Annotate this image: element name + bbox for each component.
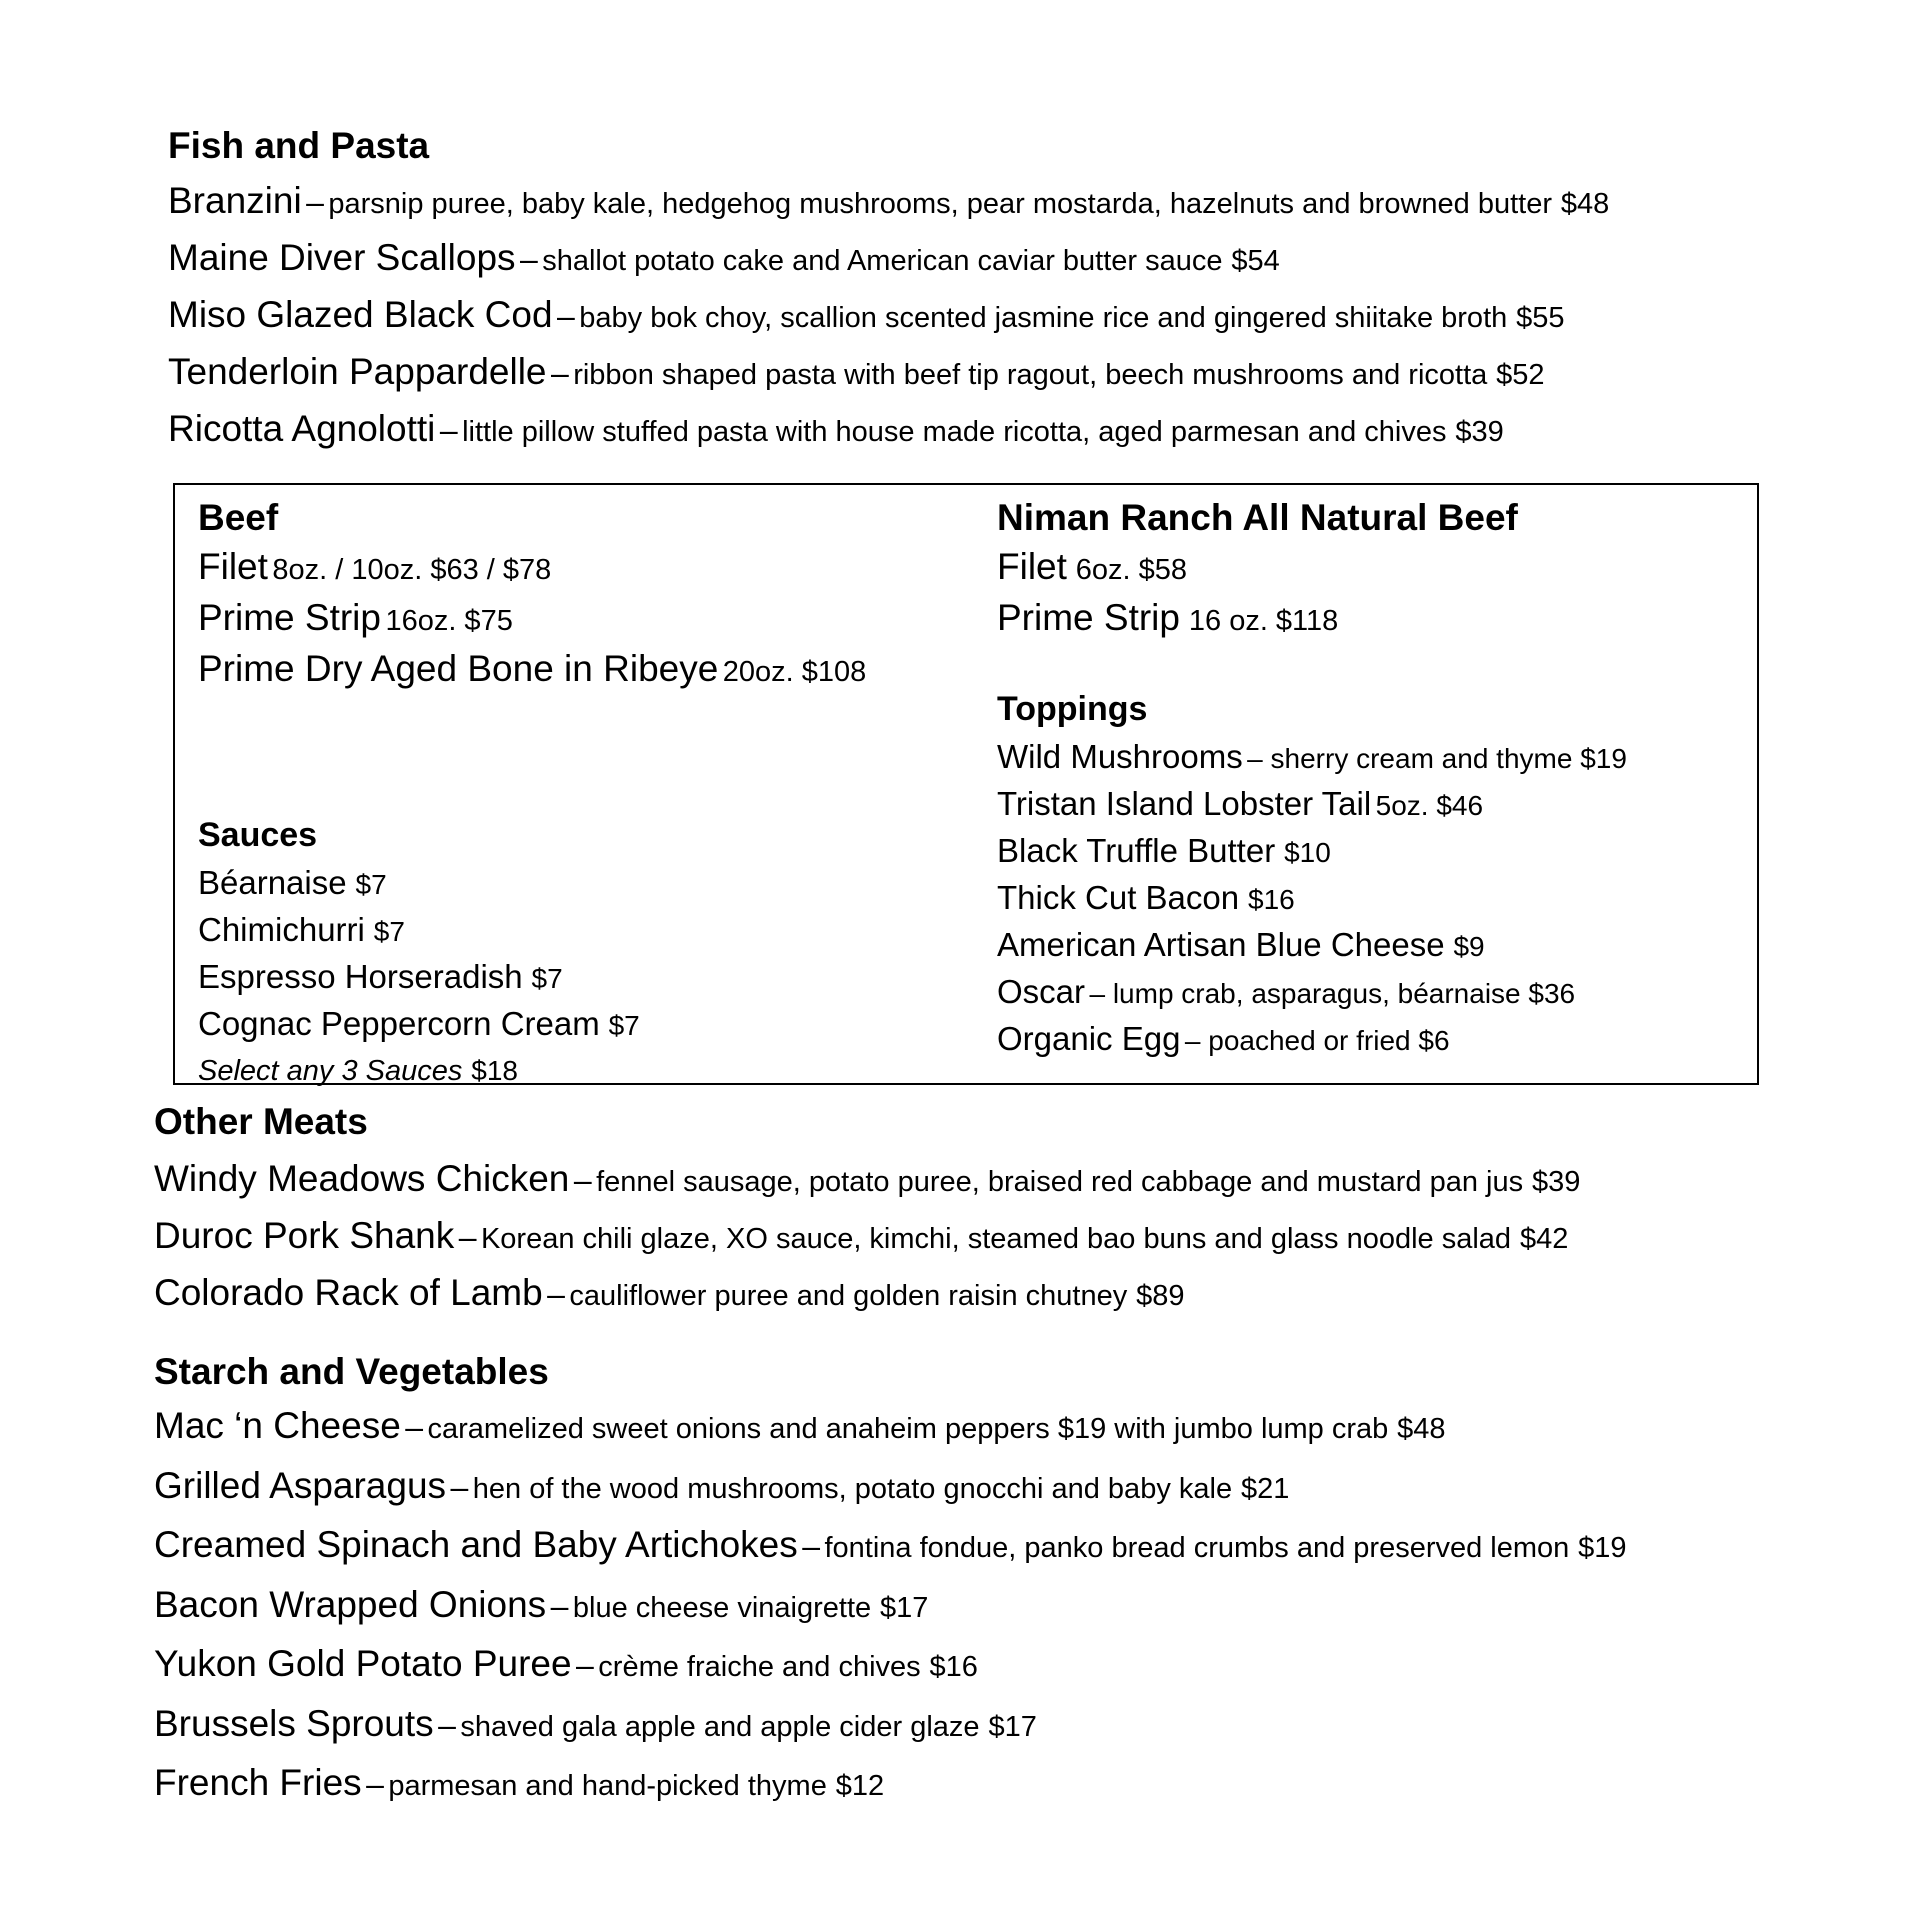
item-separator: – [519, 241, 538, 277]
item-description: shallot potato cake and American caviar butter sauce [542, 245, 1223, 277]
item-name: French Fries [154, 1762, 362, 1803]
menu-item-black-cod [168, 286, 1609, 343]
item-name: Yukon Gold Potato Puree [154, 1643, 572, 1684]
item-price: $7 [355, 869, 387, 900]
item-name: Prime Strip [997, 597, 1180, 638]
item-name: Thick Cut Bacon [997, 879, 1240, 916]
item-price: $54 [1231, 245, 1280, 277]
section-heading: Fish and Pasta [168, 125, 430, 166]
item-description: baby bok choy, scallion scented jasmine rice and gingered shiitake broth [579, 302, 1508, 334]
sauce-item [198, 859, 866, 906]
item-name: Prime Dry Aged Bone in Ribeye [198, 648, 719, 689]
item-name: Wild Mushrooms [997, 738, 1243, 775]
menu-item-bacon-onions [154, 1575, 1627, 1635]
menu-item-branzini [168, 172, 1609, 229]
item-name: Chimichurri [198, 911, 365, 948]
topping-item [997, 827, 1627, 874]
sauces-heading: Sauces [198, 816, 318, 854]
item-separator: – [450, 1468, 469, 1505]
menu-item-pork-shank [154, 1207, 1580, 1264]
item-separator: – [438, 1706, 456, 1743]
item-name: Windy Meadows Chicken [154, 1158, 570, 1199]
other-meats-section [154, 1100, 1580, 1321]
fish-pasta-section [168, 124, 1609, 457]
item-price: $39 [1455, 416, 1504, 448]
item-detail: 8oz. / 10oz. $63 / $78 [272, 554, 552, 586]
menu-item-potato-puree [154, 1634, 1627, 1694]
menu-item-creamed-spinach [154, 1515, 1627, 1575]
niman-heading: Niman Ranch All Natural Beef [997, 497, 1518, 538]
item-description: fennel sausage, potato puree, braised red cabbage and mustard pan jus [596, 1166, 1524, 1198]
menu-item-lamb [154, 1264, 1580, 1321]
beef-box [173, 483, 1759, 1085]
item-detail: $10 [1284, 837, 1331, 868]
item-name: Béarnaise [198, 864, 347, 901]
item-description: shaved gala apple and apple cider glaze [460, 1710, 980, 1743]
combo-label: Select any 3 Sauces [198, 1055, 463, 1087]
item-detail: $16 [1248, 884, 1295, 915]
item-price: $39 [1532, 1166, 1581, 1198]
sauce-combo [198, 1047, 866, 1094]
menu-item-agnolotti [168, 400, 1609, 457]
topping-item [997, 1015, 1627, 1062]
item-detail: 16 oz. $118 [1188, 605, 1339, 637]
item-separator: – [550, 355, 569, 391]
item-name: Creamed Spinach and Baby Artichokes [154, 1524, 798, 1565]
item-description: caramelized sweet onions and anaheim peppers $19 with jumbo lump crab [427, 1413, 1389, 1445]
item-name: Cognac Peppercorn Cream [198, 1005, 600, 1042]
section-heading: Starch and Vegetables [154, 1351, 549, 1392]
item-detail: $9 [1453, 931, 1485, 962]
item-price: $52 [1496, 359, 1545, 391]
beef-right-column [997, 495, 1627, 1062]
menu-item-mac-cheese [154, 1396, 1627, 1456]
item-price: $89 [1136, 1280, 1185, 1312]
item-name: Prime Strip [198, 597, 381, 638]
item-name: Colorado Rack of Lamb [154, 1272, 543, 1313]
item-name: Maine Diver Scallops [168, 237, 516, 278]
menu-item-chicken [154, 1150, 1580, 1207]
item-name: Ricotta Agnolotti [168, 408, 436, 449]
combo-price: $18 [471, 1055, 518, 1086]
item-separator: – [573, 1162, 592, 1198]
item-separator: – [576, 1647, 594, 1683]
item-separator: – [458, 1219, 477, 1255]
item-name: Tristan Island Lobster Tail [997, 785, 1372, 822]
topping-item [997, 874, 1627, 921]
item-name: Branzini [168, 180, 302, 221]
beef-item [198, 643, 866, 694]
item-price: $12 [835, 1770, 885, 1802]
item-price: $21 [1240, 1472, 1290, 1505]
menu-item-asparagus [154, 1456, 1627, 1516]
item-separator: – [439, 412, 458, 448]
item-price: $48 [1560, 188, 1610, 220]
item-description: parmesan and hand-picked thyme [388, 1770, 827, 1802]
item-separator: – [547, 1276, 565, 1312]
item-price: $55 [1516, 302, 1565, 334]
toppings-heading: Toppings [997, 690, 1148, 728]
item-price: $7 [608, 1010, 640, 1041]
item-name: Filet [997, 546, 1067, 587]
item-description: Korean chili glaze, XO sauce, kimchi, steamed bao buns and glass noodle salad [480, 1223, 1512, 1255]
item-description: little pillow stuffed pasta with house made ricotta, aged parmesan and chives [462, 416, 1447, 448]
sauce-item [198, 906, 866, 953]
item-name: Tenderloin Pappardelle [168, 351, 547, 392]
menu-item-scallops [168, 229, 1609, 286]
section-heading: Other Meats [154, 1101, 368, 1142]
item-name: Oscar [997, 973, 1086, 1010]
item-description: fontina fondue, panko bread crumbs and preserved lemon [824, 1532, 1570, 1564]
item-price: $7 [531, 963, 563, 994]
menu-item-brussels-sprouts [154, 1694, 1627, 1754]
topping-item [997, 921, 1627, 968]
beef-item [198, 592, 866, 643]
sauce-item [198, 1000, 866, 1047]
topping-item [997, 733, 1627, 780]
item-name: Mac ‘n Cheese [154, 1405, 401, 1446]
sauce-item [198, 953, 866, 1000]
item-detail: 6oz. $58 [1075, 554, 1188, 586]
niman-item [997, 541, 1627, 592]
item-detail: – sherry cream and thyme $19 [1247, 743, 1627, 774]
item-description: cauliflower puree and golden raisin chutney [569, 1280, 1128, 1312]
item-price: $42 [1519, 1223, 1569, 1255]
item-separator: – [366, 1766, 384, 1802]
item-price: $16 [929, 1651, 978, 1683]
item-detail: 16oz. $75 [385, 605, 513, 637]
item-detail: 5oz. $46 [1375, 790, 1484, 821]
item-name: Organic Egg [997, 1020, 1181, 1057]
beef-item [198, 541, 866, 592]
item-description: crème fraiche and chives [598, 1651, 921, 1683]
beef-left-column [198, 495, 866, 1094]
item-detail: – poached or fried $6 [1184, 1025, 1450, 1056]
item-description: blue cheese vinaigrette [572, 1591, 872, 1624]
menu-item-french-fries [154, 1753, 1627, 1813]
menu-item-pappardelle [168, 343, 1609, 400]
item-name: Black Truffle Butter [997, 832, 1276, 869]
item-name: American Artisan Blue Cheese [997, 926, 1445, 963]
topping-item [997, 968, 1627, 1015]
beef-heading: Beef [198, 497, 279, 538]
item-description: hen of the wood mushrooms, potato gnocchi and baby kale [472, 1472, 1233, 1505]
item-name: Bacon Wrapped Onions [154, 1583, 547, 1625]
item-price: $7 [373, 916, 405, 947]
starch-vegetables-section [154, 1350, 1627, 1813]
item-name: Filet [198, 546, 268, 587]
item-separator: – [802, 1528, 821, 1564]
item-name: Miso Glazed Black Cod [168, 294, 553, 335]
item-price: $48 [1397, 1413, 1446, 1445]
item-detail: 20oz. $108 [722, 656, 867, 688]
item-name: Brussels Sprouts [154, 1702, 434, 1744]
item-description: ribbon shaped pasta with beef tip ragout, beech mushrooms and ricotta [573, 359, 1488, 391]
item-price: $17 [880, 1591, 929, 1624]
item-price: $19 [1578, 1532, 1627, 1564]
item-name: Espresso Horseradish [198, 958, 523, 995]
item-name: Grilled Asparagus [154, 1464, 447, 1506]
item-description: parsnip puree, baby kale, hedgehog mushrooms, pear mostarda, hazelnuts and browned butter [328, 188, 1552, 220]
item-separator: – [405, 1409, 424, 1445]
item-separator: – [550, 1587, 569, 1624]
item-price: $17 [988, 1710, 1037, 1743]
topping-item [997, 780, 1627, 827]
item-detail: – lump crab, asparagus, béarnaise $36 [1089, 978, 1576, 1009]
niman-item [997, 592, 1627, 643]
item-name: Duroc Pork Shank [154, 1215, 455, 1256]
item-separator: – [306, 184, 324, 220]
item-separator: – [557, 298, 575, 334]
